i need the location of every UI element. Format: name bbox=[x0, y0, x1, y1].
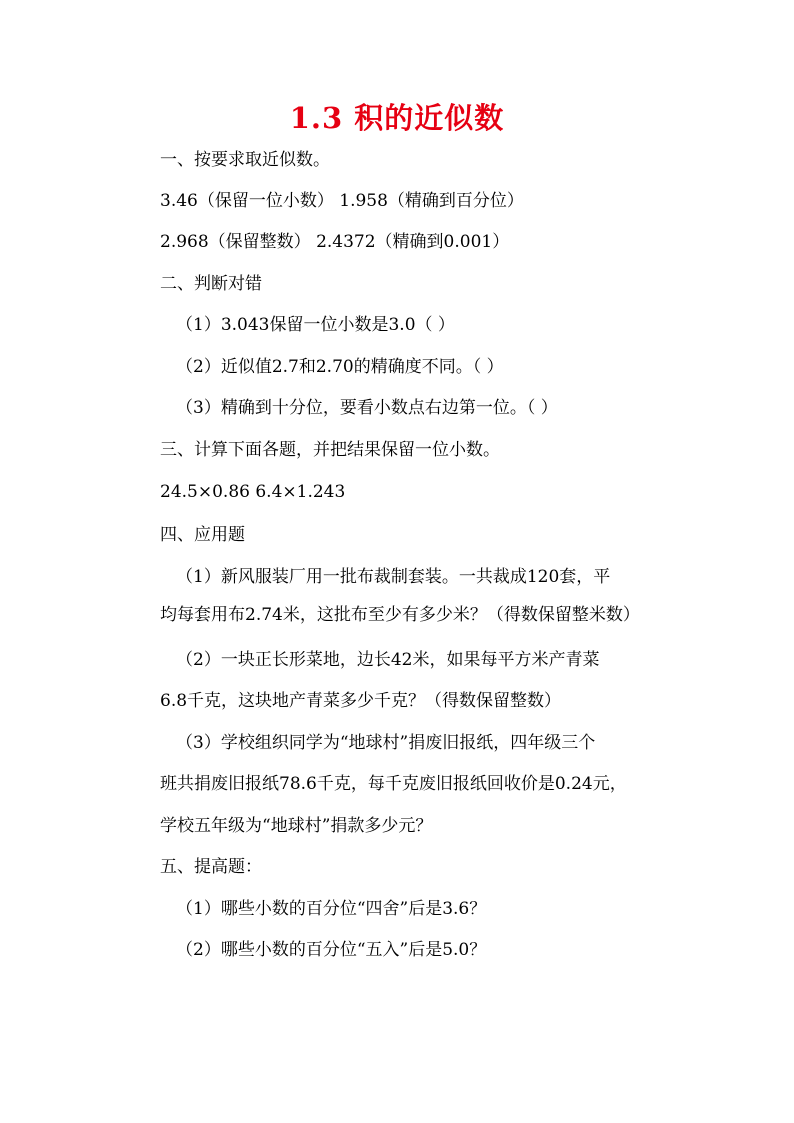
question-line: 2.968（保留整数） 2.4372（精确到0.001） bbox=[160, 232, 510, 252]
question-line: （3）学校组织同学为“地球村”捐废旧报纸，四年级三个 bbox=[176, 733, 596, 753]
question-line: 班共捐废旧报纸78.6千克，每千克废旧报纸回收价是0.24元， bbox=[160, 774, 627, 794]
question-line: 均每套用布2.74米，这批布至少有多少米？（得数保留整米数） bbox=[160, 605, 640, 625]
question-line: （2）一块正长形菜地，边长42米，如果每平方米产青菜 bbox=[176, 650, 600, 670]
section-heading-1: 一、按要求取近似数。 bbox=[160, 150, 330, 170]
question-line: 3.46（保留一位小数） 1.958（精确到百分位） bbox=[160, 191, 524, 211]
question-line: 学校五年级为“地球村”捐款多少元？ bbox=[160, 816, 433, 836]
question-line: （2）哪些小数的百分位“五入”后是5.0？ bbox=[176, 940, 487, 960]
section-heading-4: 四、应用题 bbox=[160, 525, 245, 545]
section-heading-5: 五、提高题： bbox=[160, 857, 262, 877]
section-heading-2: 二、判断对错 bbox=[160, 274, 262, 294]
question-line: （3）精确到十分位，要看小数点右边第一位。（ ） bbox=[176, 398, 558, 418]
question-line: （1）新风服装厂用一批布裁制套装。一共裁成120套，平 bbox=[176, 567, 611, 587]
question-line: 6.8千克，这块地产青菜多少千克？（得数保留整数） bbox=[160, 691, 562, 711]
page-title: 1.3 积的近似数 bbox=[289, 101, 505, 135]
section-heading-3: 三、计算下面各题，并把结果保留一位小数。 bbox=[160, 440, 500, 460]
question-line: 24.5×0.86 6.4×1.243 bbox=[160, 482, 346, 502]
question-line: （1）3.043保留一位小数是3.0（ ） bbox=[176, 315, 455, 335]
question-line: （1）哪些小数的百分位“四舍”后是3.6？ bbox=[176, 899, 487, 919]
question-line: （2）近似值2.7和2.70的精确度不同。（ ） bbox=[176, 357, 504, 377]
